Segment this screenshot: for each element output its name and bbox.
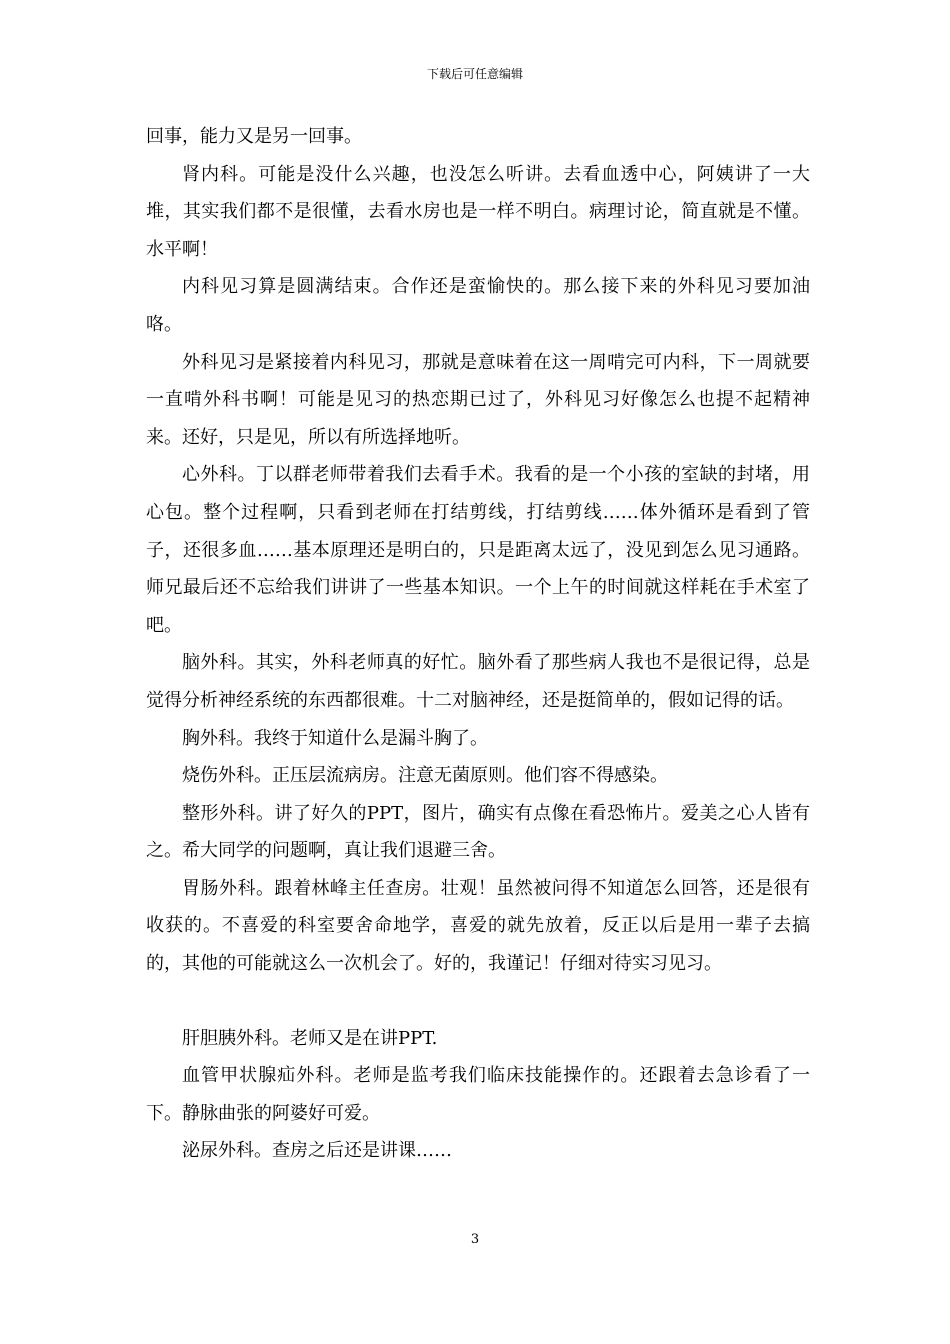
paragraph-internal-summary: 内科见习算是圆满结束。合作还是蛮愉快的。那么接下来的外科见习要加油咯。: [146, 276, 810, 335]
page-number: 3: [470, 1232, 480, 1247]
page-header: 下载后可任意编辑: [426, 67, 523, 81]
paragraph-gastrointestinal-surgery: 胃肠外科。跟着林峰主任查房。壮观！虽然被问得不知道怎么回答，还是很有收获的。不喜爱的科室要舍命地学，喜爱的就先放着，反正以后是用一辈子去搞的，其他的可能就这么一次机会了。好的，我谨记！仔细对待实习见习。: [146, 877, 810, 975]
paragraph-vascular-thyroid-surgery: 血管甲状腺疝外科。老师是监考我们临床技能操作的。还跟着去急诊看了一下。静脉曲张的阿婆好可爱。: [146, 1065, 810, 1124]
paragraph-surgery-intro: 外科见习是紧接着内科见习，那就是意味着在这一周啃完可内科，下一周就要一直啃外科书啊！可能是见习的热恋期已过了，外科见习好像怎么也提不起精神来。还好，只是见，所以有所选择地听。: [146, 351, 810, 448]
paragraph-plastic-surgery: 整形外科。讲了好久的PPT，图片，确实有点像在看恐怖片。爱美之心人皆有之。希大同学的问题啊，真让我们退避三舍。: [146, 802, 810, 862]
paragraph-burn-surgery: 烧伤外科。正压层流病房。注意无菌原则。他们容不得感染。: [182, 765, 668, 787]
paragraph-nephrology: 肾内科。可能是没什么兴趣，也没怎么听讲。去看血透中心，阿姨讲了一大堆，其实我们都不是很懂，去看水房也是一样不明白。病理讨论，简直就是不懂。水平啊！: [146, 163, 810, 260]
paragraph-thoracic-surgery: 胸外科。我终于知道什么是漏斗胸了。: [182, 727, 488, 749]
paragraph-continuation: 回事，能力又是另一回事。: [146, 126, 362, 147]
paragraph-neurosurgery: 脑外科。其实，外科老师真的好忙。脑外看了那些病人我也不是很记得，总是觉得分析神经系统的东西都很难。十二对脑神经，还是挺简单的，假如记得的话。: [146, 652, 810, 711]
paragraph-hepatobiliary-surgery: 肝胆胰外科。老师又是在讲PPT.: [182, 1027, 438, 1049]
paragraph-urology: 泌尿外科。查房之后还是讲课……: [182, 1140, 452, 1162]
document-body: [146, 118, 810, 1170]
paragraph-cardiac-surgery: 心外科。丁以群老师带着我们去看手术。我看的是一个小孩的室缺的封堵，用心包。整个过程啊，只看到老师在打结剪线，打结剪线……体外循环是看到了管子，还很多血……基本原理还是明白的，只是距离太远了，没见到怎么见习通路。师兄最后还不忘给我们讲讲了一些基本知识。一个上午的时间就这样耗在手术室了吧。: [146, 464, 810, 636]
